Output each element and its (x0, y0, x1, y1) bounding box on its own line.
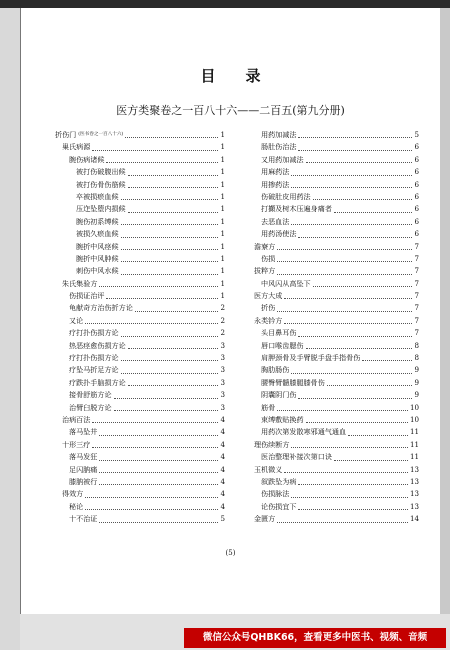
toc-entry-page: 4 (220, 452, 225, 462)
dot-leader (306, 422, 408, 423)
dot-leader (291, 224, 412, 225)
toc-entry (247, 191, 419, 203)
toc-entry-page: 9 (414, 365, 419, 375)
dot-leader (284, 472, 408, 473)
dot-leader (284, 298, 412, 299)
dot-leader (92, 447, 218, 448)
toc-entry-title: 折伤门 (55, 129, 77, 139)
toc-entry-title: 头目鼻耳伤 (261, 328, 297, 338)
toc-entry-title: 用药汤使法 (261, 229, 297, 239)
toc-entry-title: 肠肚伤治法 (261, 142, 297, 152)
dot-leader (121, 249, 219, 250)
toc-entry-page: 6 (414, 154, 419, 164)
toc-entry-page: 1 (220, 154, 225, 164)
dot-leader (121, 336, 219, 337)
toc-entry-page: 4 (220, 476, 225, 486)
toc-entry (55, 179, 225, 191)
toc-entry (247, 501, 419, 513)
toc-entry (247, 352, 419, 364)
toc-entry (55, 203, 225, 215)
toc-entry-page: 4 (220, 414, 225, 424)
toc-entry (55, 352, 225, 364)
dot-leader (121, 261, 219, 262)
toc-entry-page: 7 (414, 328, 419, 338)
toc-entry-page: 7 (414, 315, 419, 325)
toc-entry (247, 203, 419, 215)
dot-leader (99, 286, 218, 287)
toc-entry (247, 402, 419, 414)
toc-entry-page: 4 (220, 427, 225, 437)
toc-entry (55, 488, 225, 500)
toc-entry-page: 6 (414, 179, 419, 189)
toc-entry (247, 228, 419, 240)
toc-entry-title: 伤损 (261, 253, 276, 263)
toc-entry-title: 打攧及树木压遍身痛者 (261, 204, 332, 214)
toc-entry-page: 3 (220, 353, 225, 363)
toc-entry-page: 1 (220, 291, 225, 301)
dot-leader (135, 311, 219, 312)
toc-entry (247, 216, 419, 228)
dot-leader (99, 484, 218, 485)
dot-leader (99, 435, 218, 436)
toc-entry-page: 2 (220, 328, 225, 338)
toc-entry-title: 医方大成 (254, 291, 283, 301)
toc-entry-page: 10 (409, 414, 419, 424)
toc-entry (55, 129, 225, 141)
toc-entry (55, 364, 225, 376)
toc-entry-title: 热恶痉愈伤损方论 (69, 340, 126, 350)
dot-leader (99, 460, 218, 461)
dot-leader (85, 497, 218, 498)
toc-entry-title: 金匮方 (254, 514, 276, 524)
dot-leader (125, 137, 218, 138)
toc-entry-page: 7 (414, 266, 419, 276)
dot-leader (291, 447, 408, 448)
toc-entry (247, 302, 419, 314)
toc-entry (247, 451, 419, 463)
page-title: 目录 (200, 67, 291, 85)
toc-entry-page: 1 (220, 191, 225, 201)
toc-entry-title: 叙跌坠为病 (261, 476, 297, 486)
toc-entry-title: 十不治证 (69, 514, 98, 524)
dot-leader (277, 410, 408, 411)
dot-leader (306, 162, 413, 163)
toc-entry (55, 253, 225, 265)
toc-entry (55, 464, 225, 476)
toc-left-column (55, 129, 225, 526)
toc-entry-title: 卒被损瘀血候 (76, 191, 119, 201)
toc-entry-page: 13 (409, 489, 419, 499)
toc-right-column (247, 129, 419, 526)
dot-leader (106, 298, 218, 299)
toc-entry-page: 1 (220, 167, 225, 177)
dot-leader (85, 323, 218, 324)
toc-entry-title: 拔粹方 (254, 266, 276, 276)
toc-entry-title: 筋骨 (261, 402, 276, 412)
toc-entry (55, 513, 225, 525)
dot-leader (99, 472, 218, 473)
toc-entry-page: 11 (409, 427, 419, 437)
toc-entry-page: 4 (220, 464, 225, 474)
toc-entry-page: 4 (220, 489, 225, 499)
toc-entry-page: 2 (220, 303, 225, 313)
dot-leader (121, 199, 219, 200)
toc-entry (247, 513, 419, 525)
dot-leader (277, 311, 412, 312)
toc-entry-title: 压迮坠堕内损候 (76, 204, 126, 214)
toc-entry-page: 6 (414, 216, 419, 226)
dot-leader (313, 199, 413, 200)
toc-entry (55, 389, 225, 401)
toc-entry-title: 伤损证治评 (69, 291, 105, 301)
dot-leader (85, 509, 218, 510)
toc-entry-title: 医治整理补接次第口诀 (261, 452, 332, 462)
toc-entry-title: 朱氏集验方 (62, 278, 98, 288)
dot-leader (92, 422, 218, 423)
dot-leader (99, 522, 218, 523)
toc-entry (247, 464, 419, 476)
toc-entry-title: 疗跌扑手脑损方论 (69, 377, 126, 387)
toc-entry-page: 1 (220, 253, 225, 263)
toc-entry (55, 377, 225, 389)
toc-entry (55, 191, 225, 203)
toc-entry (247, 414, 419, 426)
toc-entry (247, 377, 419, 389)
toc-entry (55, 340, 225, 352)
toc-entry-title: 疗坠马折足方论 (69, 365, 119, 375)
toc-entry-page: 3 (220, 365, 225, 375)
toc-entry-title: 腰臀臂髓膝腿膝骨伤 (261, 377, 325, 387)
toc-entry-page: 1 (220, 216, 225, 226)
toc-entry-title: 去恶血法 (261, 216, 290, 226)
dot-leader (121, 224, 219, 225)
toc-entry (55, 166, 225, 178)
toc-entry-page: 6 (414, 191, 419, 201)
toc-entry (247, 278, 419, 290)
toc-entry-page: 1 (220, 241, 225, 251)
toc-entry-page: 6 (414, 204, 419, 214)
toc-entry-title: 束缚敷贴换药 (261, 414, 304, 424)
toc-entry-title: 膝肭被行 (69, 476, 98, 486)
dot-leader (327, 385, 413, 386)
toc-entry (55, 476, 225, 488)
toc-entry-page: 4 (220, 501, 225, 511)
dot-leader (291, 187, 412, 188)
toc-entry-title: 理伤续断方 (254, 439, 290, 449)
toc-entry (55, 414, 225, 426)
toc-entry (247, 179, 419, 191)
toc-entry-title: 又论 (69, 315, 84, 325)
toc-entry (55, 265, 225, 277)
toc-entry (55, 315, 225, 327)
toc-entry-page: 5 (414, 129, 419, 139)
toc-entry-title: 落马坠井 (69, 427, 98, 437)
toc-entry (247, 426, 419, 438)
toc-entry-title: 疗打扑伤损方论 (69, 353, 119, 363)
dot-leader (277, 274, 412, 275)
toc-entry (55, 278, 225, 290)
toc-entry-page: 1 (220, 142, 225, 152)
dot-leader (306, 348, 413, 349)
dot-leader (313, 286, 413, 287)
dot-leader (128, 348, 219, 349)
toc-entry-page: 7 (414, 303, 419, 313)
dot-leader (114, 398, 219, 399)
toc-entry (247, 389, 419, 401)
toc-entry (55, 402, 225, 414)
toc-entry-page: 7 (414, 253, 419, 263)
page-number: (5) (225, 549, 236, 557)
toc-entry (247, 241, 419, 253)
toc-entry-title: 被损久瘀血候 (76, 229, 119, 239)
toc-entry-title: 玉机微义 (254, 464, 283, 474)
toc-entry-page: 13 (409, 501, 419, 511)
toc-entry (247, 265, 419, 277)
page-subtitle: 医方类聚卷之一百八十六——二百五(第九分册) (116, 104, 345, 117)
toc-entry-page: 11 (409, 439, 419, 449)
toc-entry-title: 刺伤中风水候 (76, 266, 119, 276)
toc-entry (247, 364, 419, 376)
toc-entry-page: 7 (414, 241, 419, 251)
toc-entry-page: 11 (409, 452, 419, 462)
toc-entry-title: 论伤损宜下 (261, 501, 297, 511)
toc-entry-page: 6 (414, 142, 419, 152)
toc-entry-title: 用药次第发散寒邪通气通血 (261, 427, 347, 437)
toc-entry-title: 中风闪从高坠下 (261, 278, 311, 288)
toc-entry-title: 伤破肚皮用药法 (261, 191, 311, 201)
dot-leader (128, 187, 219, 188)
toc-entry-page: 3 (220, 390, 225, 400)
toc-entry-title: 用麻药法 (261, 167, 290, 177)
toc-entry-title: 治臂臼脱方论 (69, 402, 112, 412)
toc-entry-title: 腕伤病诸候 (69, 154, 105, 164)
toc-entry-page: 8 (414, 353, 419, 363)
dot-leader (114, 410, 219, 411)
toc-entry (247, 129, 419, 141)
toc-entry-title: 腕折中风痉候 (76, 241, 119, 251)
toc-entry (247, 340, 419, 352)
toc-entry-page: 13 (409, 464, 419, 474)
dot-leader (298, 484, 408, 485)
toc-entry-title: 胸肋肠伤 (261, 365, 290, 375)
toc-entry-title: 阴囊阴门伤 (261, 390, 297, 400)
toc-entry (55, 241, 225, 253)
toc-entry-page: 14 (409, 514, 419, 524)
dot-leader (348, 435, 408, 436)
dot-leader (291, 373, 412, 374)
dot-leader (277, 261, 412, 262)
toc-entry-title: 腕伤初系缚候 (76, 216, 119, 226)
toc-entry-page: 8 (414, 340, 419, 350)
dot-leader (298, 509, 408, 510)
toc-entry-title: 得效方 (62, 489, 84, 499)
toc-entry-title: 腕折中风肿候 (76, 253, 119, 263)
toc-entry (247, 488, 419, 500)
dot-leader (92, 150, 218, 151)
toc-entry-title: 澹寮方 (254, 241, 276, 251)
toc-entry-title: 肩胛颈骨及手臂脱手盘手指骨伤 (261, 353, 361, 363)
dot-leader (128, 212, 219, 213)
toc-entry (55, 290, 225, 302)
toc-entry (55, 501, 225, 513)
toc-entry (55, 141, 225, 153)
toc-entry-title: 十形三疗 (62, 439, 91, 449)
dot-leader (298, 137, 412, 138)
toc-entry-title: 龟献奇方治伤折方论 (69, 303, 133, 313)
toc-entry-note: (医书卷之一百八十六) (78, 131, 124, 137)
dot-leader (291, 175, 412, 176)
toc-entry-page: 6 (414, 167, 419, 177)
toc-entry-page: 2 (220, 315, 225, 325)
toc-entry-title: 秘论 (69, 501, 84, 511)
toc-entry (247, 154, 419, 166)
toc-entry-title: 用药加减法 (261, 129, 297, 139)
toc-entry-title: 被打伤骨伤筋候 (76, 179, 126, 189)
toc-entry (55, 439, 225, 451)
dot-leader (362, 360, 412, 361)
toc-entry-page: 1 (220, 229, 225, 239)
toc-entry-page: 9 (414, 390, 419, 400)
toc-entry-page: 3 (220, 340, 225, 350)
toc-entry-title: 疗打扑伤损方论 (69, 328, 119, 338)
toc-entry-page: 7 (414, 278, 419, 288)
toc-entry (247, 253, 419, 265)
wechat-banner: 微信公众号QHBK66，查看更多中医书、视频、音频 (184, 628, 446, 648)
toc-entry (247, 327, 419, 339)
dot-leader (277, 522, 408, 523)
toc-entry-page: 1 (220, 179, 225, 189)
dot-leader (298, 398, 412, 399)
toc-entry-title: 巢氏病源 (62, 142, 91, 152)
dot-leader (334, 460, 408, 461)
document-page (20, 8, 440, 614)
toc-entry-title: 落马发狂 (69, 452, 98, 462)
toc-entry-page: 5 (220, 514, 225, 524)
toc-entry-page: 3 (220, 402, 225, 412)
toc-entry-title: 用掺药法 (261, 179, 290, 189)
toc-entry-page: 7 (414, 291, 419, 301)
toc-entry (55, 327, 225, 339)
toc-entry-title: 治病百法 (62, 414, 91, 424)
dot-leader (106, 162, 218, 163)
toc-entry (55, 302, 225, 314)
toc-entry-title: 足闪肭痛 (69, 464, 98, 474)
toc-entry-page: 4 (220, 439, 225, 449)
toc-entry (247, 315, 419, 327)
dot-leader (277, 249, 412, 250)
toc-entry (247, 290, 419, 302)
dot-leader (121, 373, 219, 374)
toc-entry-title: 接骨舒筋方论 (69, 390, 112, 400)
toc-entry (55, 154, 225, 166)
page-edge (439, 8, 450, 614)
toc-entry-title: 唇口喉齿腮伤 (261, 340, 304, 350)
dot-leader (298, 150, 412, 151)
dot-leader (128, 175, 219, 176)
dot-leader (284, 323, 412, 324)
toc-entry-page: 6 (414, 229, 419, 239)
toc-entry (55, 426, 225, 438)
toc-entry-page: 1 (220, 266, 225, 276)
dot-leader (121, 274, 219, 275)
toc-entry (247, 476, 419, 488)
dot-leader (121, 360, 219, 361)
toc-entry-page: 1 (220, 204, 225, 214)
toc-entry-title: 又用药加减法 (261, 154, 304, 164)
toc-entry (55, 451, 225, 463)
dot-leader (298, 237, 412, 238)
toc-entry-page: 13 (409, 476, 419, 486)
toc-entry (247, 141, 419, 153)
toc-entry-page: 3 (220, 377, 225, 387)
toc-entry (247, 439, 419, 451)
toc-entry-page: 1 (220, 278, 225, 288)
top-bar (0, 0, 450, 8)
toc-entry (55, 216, 225, 228)
dot-leader (291, 497, 408, 498)
toc-entry (55, 228, 225, 240)
dot-leader (121, 237, 219, 238)
toc-entry (247, 166, 419, 178)
toc-entry-page: 1 (220, 129, 225, 139)
toc-entry-title: 折伤 (261, 303, 276, 313)
toc-entry-title: 伤损脉法 (261, 489, 290, 499)
toc-entry-page: 9 (414, 377, 419, 387)
toc-entry-page: 10 (409, 402, 419, 412)
dot-leader (334, 212, 413, 213)
toc-entry-title: 被打伤破腹出候 (76, 167, 126, 177)
dot-leader (128, 385, 219, 386)
toc-entry-title: 永类钤方 (254, 315, 283, 325)
dot-leader (298, 336, 412, 337)
